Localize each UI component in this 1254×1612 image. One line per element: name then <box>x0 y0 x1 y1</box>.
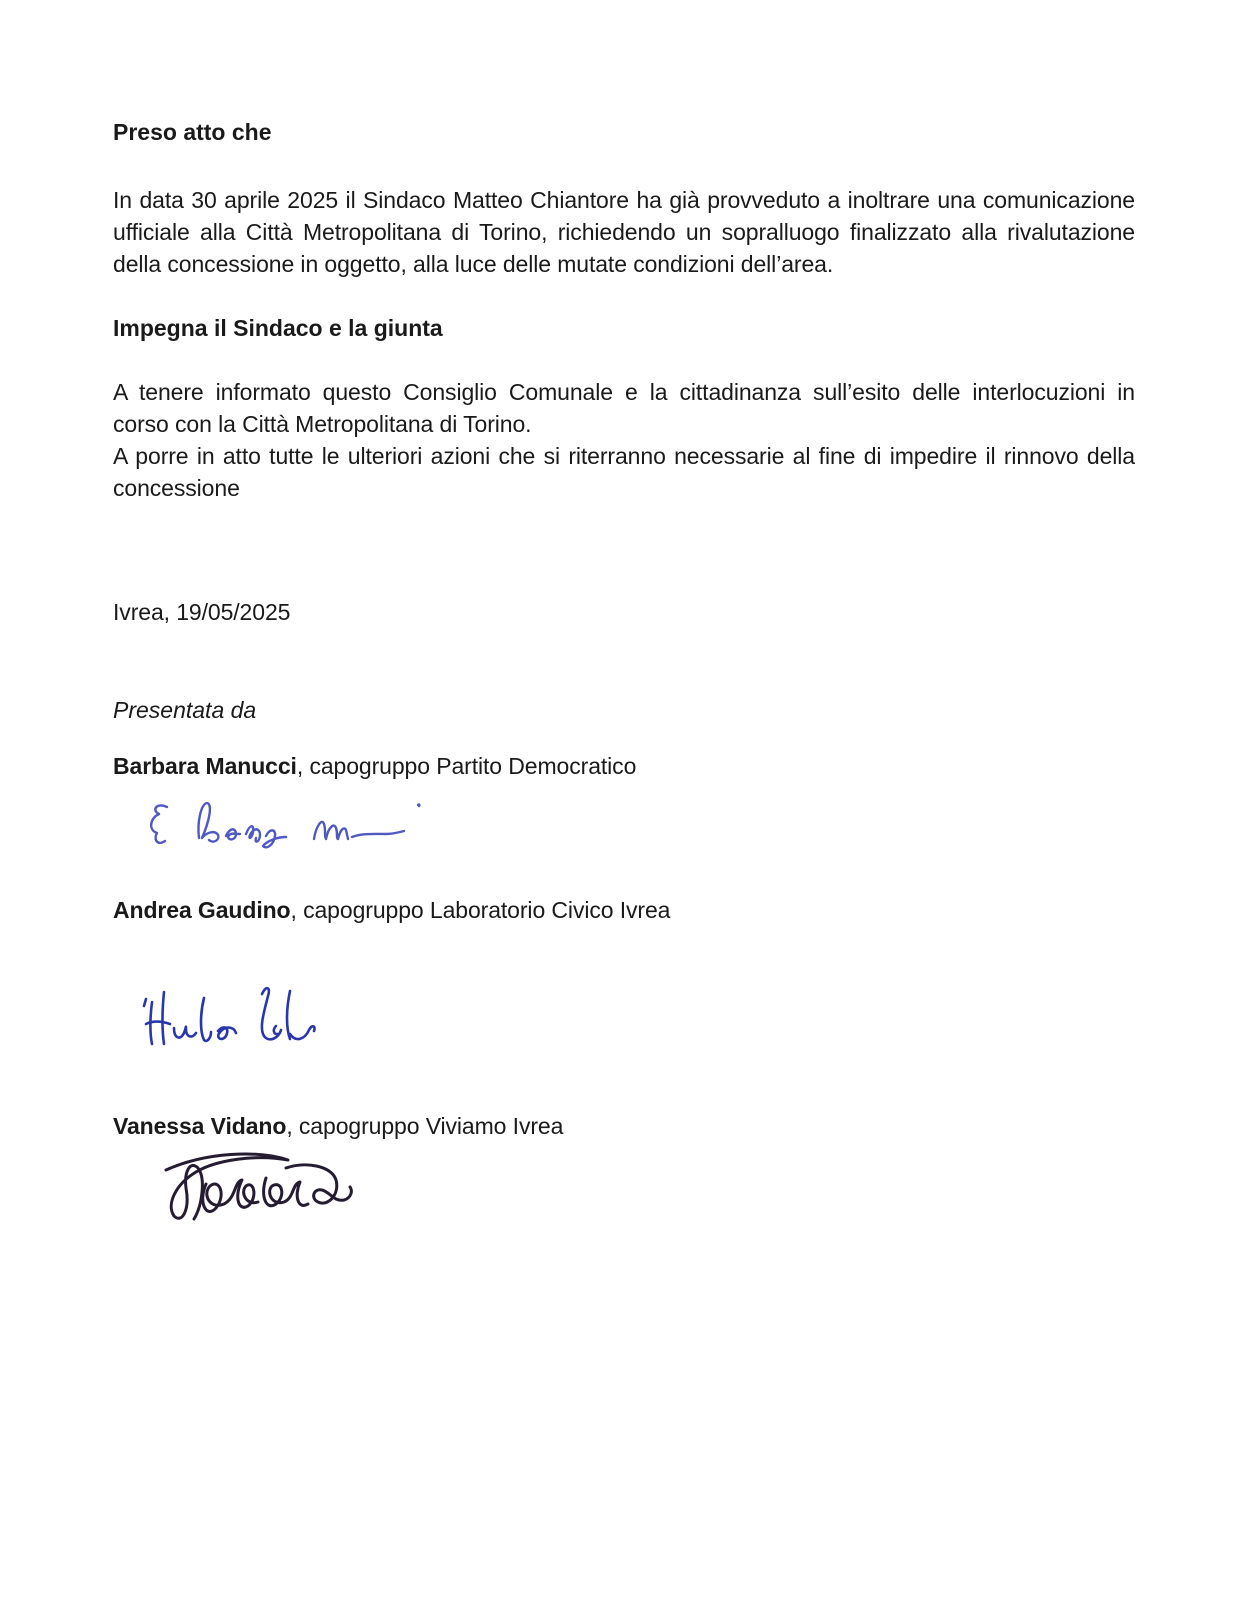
signature-barbara-manucci <box>146 794 436 852</box>
dateline: Ivrea, 19/05/2025 <box>113 599 291 625</box>
heading-impegna-sindaco: Impegna il Sindaco e la giunta <box>113 315 443 341</box>
heading-preso-atto-che: Preso atto che <box>113 119 272 145</box>
signature-ink <box>166 1154 351 1219</box>
signer-line-barbara-manucci <box>113 750 1135 782</box>
paragraph-line: concessione <box>113 475 240 501</box>
signer-name: Vanessa Vidano <box>113 1113 287 1139</box>
paragraph-line: corso con la Città Metropolitana di Torino. <box>113 411 532 437</box>
signer-line-vanessa-vidano <box>113 1110 1135 1142</box>
paragraph-line: In data 30 aprile 2025 il Sindaco Matteo Chiantore ha già provveduto a inoltrare una comunicazione <box>113 187 1135 213</box>
paragraph-line: della concessione in oggetto, alla luce delle mutate condizioni dell’area. <box>113 251 834 277</box>
signature-ink <box>144 988 315 1044</box>
paragraph-comunicazione <box>113 184 1135 280</box>
signer-role: , capogruppo Laboratorio Civico Ivrea <box>290 897 671 923</box>
signer-name: Andrea Gaudino <box>113 897 291 923</box>
signer-role: , capogruppo Partito Democratico <box>296 753 637 779</box>
signer-name: Barbara Manucci <box>113 753 297 779</box>
paragraph-line: ufficiale alla Città Metropolitana di Torino, richiedendo un sopralluogo finalizzato alla rivalutazione <box>113 219 1135 245</box>
presented-by-label: Presentata da <box>113 697 257 723</box>
signature-ink <box>151 803 419 847</box>
signature-vanessa-vidano <box>136 1144 358 1226</box>
signer-line-andrea-gaudino <box>113 894 1135 926</box>
paragraph-line: A tenere informato questo Consiglio Comunale e la cittadinanza sull’esito delle interlocuzioni in <box>113 379 1135 405</box>
signer-role: , capogruppo Viviamo Ivrea <box>286 1113 564 1139</box>
paragraph-line: A porre in atto tutte le ulteriori azioni che si riterranno necessarie al fine di impedire il rinnovo della <box>113 443 1135 469</box>
signature-andrea-gaudino <box>138 978 318 1056</box>
paragraph-impegni <box>113 376 1135 504</box>
